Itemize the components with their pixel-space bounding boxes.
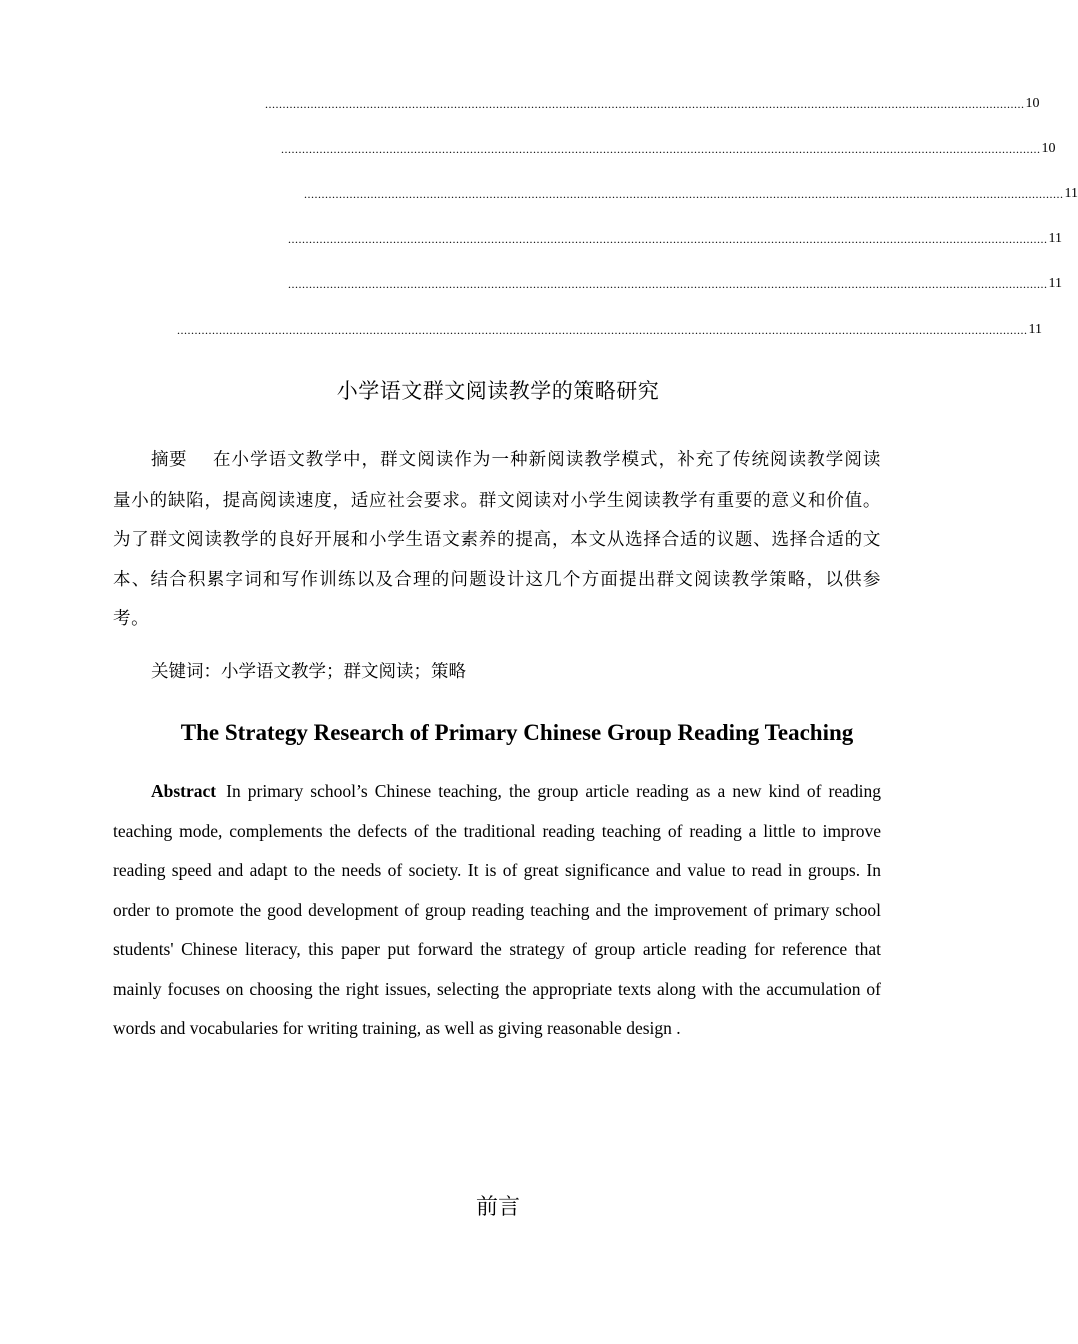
toc-entry[interactable] — [177, 320, 1042, 340]
english-title: The Strategy Research of Primary Chinese Group Reading Teaching — [180, 720, 854, 745]
chinese-keywords — [151, 656, 466, 687]
chinese-abstract — [113, 440, 881, 639]
chinese-title: 小学语文群文阅读教学的策略研究 — [336, 379, 660, 403]
chinese-abstract-text: 在小学语文教学中，群文阅读作为一种新阅读教学模式，补充了传统阅读教学阅读量小的缺陷，提高阅读速度，适应社会要求。群文阅读对小学生阅读教学有重要的意义和价值。为了群文阅读教学的良好开展和小学生语文素养的提高，本文从选择合适的议题、选择合适的文本、结合积累字词和写作训练以及合理的问题设计这几个方面提出群文阅读教学策略，以供参考。 — [113, 449, 882, 628]
keywords-label: 关键词： — [151, 662, 221, 682]
toc-leader-dots: ......................................................................................................................................................................................................................... — [304, 187, 1064, 201]
toc-leader-dots: ................................................................................................................................................................................................................................................... — [177, 323, 1028, 337]
toc-entry[interactable] — [281, 139, 1056, 159]
toc-leader-dots: ......................................................................................................................................................................................................................... — [288, 277, 1048, 291]
toc-page-number: 11 — [1028, 322, 1042, 337]
toc-page-number: 10 — [1041, 141, 1056, 156]
english-abstract-label: Abstract — [151, 781, 217, 801]
chinese-abstract-label: 摘要 — [151, 450, 187, 470]
english-abstract-text: In primary school’s Chinese teaching, the group article reading as a new kind of reading teaching mode, complements the defects of the traditional reading teaching of reading a little to improve reading speed and adapt to the needs of society. It is of great significance and value to read in groups. In order to promote the good development of group reading teaching and the improvement of primary school students' Chinese literacy, this paper put forward the strategy of group article reading for reference that mainly focuses on choosing the right issues, selecting the appropriate texts along with the accumulation of words and vocabularies for writing training, as well as giving reasonable design . — [113, 781, 881, 1038]
toc-entry[interactable] — [288, 229, 1062, 249]
toc-page-number: 10 — [1025, 96, 1040, 111]
english-abstract — [113, 772, 881, 1049]
toc-page-number: 11 — [1048, 231, 1062, 246]
toc-entry[interactable] — [265, 94, 1040, 114]
toc-page-number: 11 — [1048, 276, 1062, 291]
preface-heading: 前言 — [475, 1195, 520, 1220]
toc-leader-dots: ......................................................................................................................................................................................................................... — [265, 97, 1025, 111]
keywords-text: 小学语文教学；群文阅读；策略 — [221, 661, 466, 681]
toc-leader-dots: ......................................................................................................................................................................................................................... — [281, 142, 1041, 156]
toc-entry[interactable] — [288, 274, 1062, 294]
toc-entry[interactable] — [304, 184, 1078, 204]
toc-leader-dots: ......................................................................................................................................................................................................................... — [288, 232, 1048, 246]
toc-page-number: 11 — [1064, 186, 1078, 201]
